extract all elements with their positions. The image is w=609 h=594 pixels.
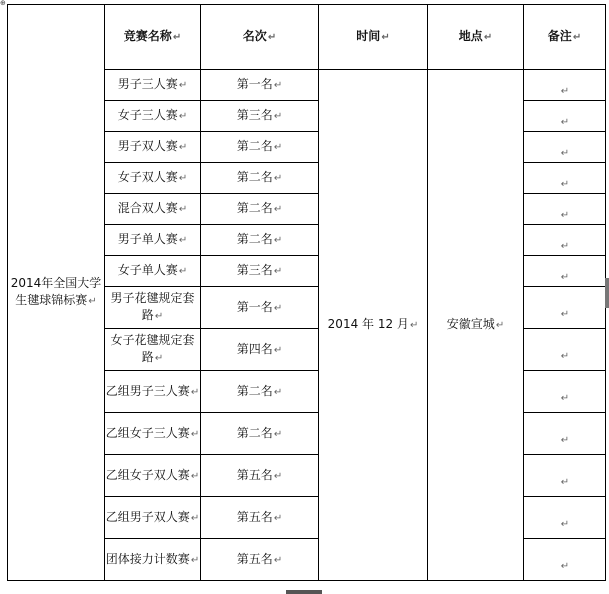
return-mark-icon: ↵ — [560, 308, 570, 320]
note-cell[interactable] — [524, 329, 606, 371]
rank-cell — [201, 70, 319, 101]
event-name: 女子双人赛 — [117, 170, 178, 184]
vertical-scrollbar[interactable] — [605, 70, 609, 320]
rank-cell — [201, 413, 319, 455]
event-name: 乙组男子双人赛 — [105, 509, 190, 524]
return-mark-icon: ↵ — [273, 235, 283, 246]
rank-value: 第二名 — [236, 201, 273, 215]
event-name-cell — [105, 194, 201, 225]
event-name-cell — [105, 329, 201, 371]
rank-value: 第二名 — [236, 232, 273, 246]
header-event: 竞赛名称↵ — [105, 5, 201, 70]
event-name: 乙组女子双人赛 — [105, 467, 190, 482]
event-name: 女子三人赛 — [117, 108, 178, 122]
event-name-cell — [105, 163, 201, 194]
note-cell[interactable] — [524, 497, 606, 539]
rank-value: 第三名 — [236, 108, 273, 122]
rank-value: 第五名 — [236, 467, 273, 482]
note-cell[interactable] — [524, 455, 606, 497]
rank-value: 第三名 — [236, 263, 273, 277]
tournament-cell — [8, 5, 105, 581]
note-cell[interactable] — [524, 101, 606, 132]
header-time: 时间↵ — [319, 5, 428, 70]
header-note: 备注↵ — [524, 5, 606, 70]
return-mark-icon: ↵ — [560, 392, 570, 404]
rank-cell — [201, 101, 319, 132]
return-mark-icon: ↵ — [190, 428, 200, 440]
event-name: 乙组女子三人赛 — [105, 425, 190, 440]
note-cell[interactable] — [524, 163, 606, 194]
event-name-cell — [105, 132, 201, 163]
rank-cell — [201, 256, 319, 287]
return-mark-icon: ↵ — [560, 86, 570, 97]
return-mark-icon: ↵ — [273, 554, 283, 566]
rank-value: 第二名 — [236, 170, 273, 184]
note-cell[interactable] — [524, 256, 606, 287]
return-mark-icon: ↵ — [409, 320, 419, 331]
rank-value: 第一名 — [236, 299, 273, 314]
rank-value: 第四名 — [236, 341, 273, 356]
return-mark-icon: ↵ — [190, 512, 200, 524]
return-mark-icon: ↵ — [560, 350, 570, 362]
event-name-cell — [105, 287, 201, 329]
return-mark-icon: ↵ — [190, 470, 200, 482]
return-mark-icon: ↵ — [495, 320, 505, 331]
return-mark-icon: ↵ — [273, 302, 283, 314]
rank-value: 第五名 — [236, 509, 273, 524]
event-name: 团体接力计数赛 — [105, 551, 190, 566]
note-cell[interactable] — [524, 287, 606, 329]
return-mark-icon: ↵ — [267, 32, 277, 43]
event-name: 乙组男子三人赛 — [105, 383, 190, 398]
return-mark-icon: ↵ — [178, 204, 188, 215]
event-name: 男子花毽规定套路 — [110, 291, 195, 322]
header-row — [8, 5, 606, 70]
note-cell[interactable] — [524, 539, 606, 581]
return-mark-icon: ↵ — [483, 32, 493, 43]
table-move-handle-icon[interactable]: ⊕ — [0, 0, 6, 7]
event-name-cell — [105, 225, 201, 256]
rank-cell — [201, 163, 319, 194]
event-name-cell — [105, 371, 201, 413]
note-cell[interactable] — [524, 132, 606, 163]
awards-table — [7, 4, 606, 581]
return-mark-icon: ↵ — [273, 344, 283, 356]
return-mark-icon: ↵ — [560, 518, 570, 530]
note-cell[interactable] — [524, 70, 606, 101]
event-name-cell — [105, 101, 201, 132]
rank-cell — [201, 132, 319, 163]
return-mark-icon: ↵ — [273, 80, 283, 91]
return-mark-icon: ↵ — [560, 179, 570, 190]
rank-value: 第二名 — [236, 383, 273, 398]
return-mark-icon: ↵ — [381, 32, 390, 43]
return-mark-icon: ↵ — [273, 386, 283, 398]
return-mark-icon: ↵ — [154, 353, 164, 364]
page-edge-marker — [286, 590, 322, 594]
return-mark-icon: ↵ — [273, 428, 283, 440]
place-value: 安徽宣城 — [446, 317, 495, 331]
return-mark-icon: ↵ — [560, 272, 570, 283]
rank-cell — [201, 539, 319, 581]
time-value: 2014 年 12 月 — [327, 317, 409, 331]
return-mark-icon: ↵ — [560, 148, 570, 159]
event-name: 女子花毽规定套路 — [110, 333, 195, 364]
return-mark-icon: ↵ — [190, 386, 200, 398]
return-mark-icon: ↵ — [154, 311, 164, 322]
rank-cell — [201, 455, 319, 497]
event-name: 女子单人赛 — [117, 263, 178, 277]
return-mark-icon: ↵ — [273, 204, 283, 215]
event-name: 男子双人赛 — [117, 139, 178, 153]
return-mark-icon: ↵ — [178, 142, 188, 153]
return-mark-icon: ↵ — [178, 111, 188, 122]
return-mark-icon: ↵ — [273, 111, 283, 122]
return-mark-icon: ↵ — [560, 476, 570, 488]
return-mark-icon: ↵ — [560, 560, 570, 572]
note-cell[interactable] — [524, 371, 606, 413]
event-name-cell — [105, 539, 201, 581]
return-mark-icon: ↵ — [273, 512, 283, 524]
return-mark-icon: ↵ — [178, 80, 188, 91]
event-name-cell — [105, 497, 201, 539]
rank-cell — [201, 329, 319, 371]
event-name: 男子单人赛 — [117, 232, 178, 246]
rank-value: 第二名 — [236, 425, 273, 440]
return-mark-icon: ↵ — [190, 554, 200, 566]
return-mark-icon: ↵ — [273, 470, 283, 482]
scrollbar-thumb[interactable] — [605, 278, 609, 308]
return-mark-icon: ↵ — [560, 117, 570, 128]
header-rank: 名次↵ — [201, 5, 319, 70]
return-mark-icon: ↵ — [178, 173, 188, 184]
return-mark-icon: ↵ — [572, 32, 582, 43]
return-mark-icon: ↵ — [88, 296, 97, 307]
event-name-cell — [105, 70, 201, 101]
rank-cell — [201, 497, 319, 539]
tournament-name: 2014年全国大学生毽球锦标赛 — [10, 276, 102, 307]
return-mark-icon: ↵ — [273, 266, 283, 277]
return-mark-icon: ↵ — [273, 173, 283, 184]
rank-value: 第二名 — [236, 139, 273, 153]
note-cell[interactable] — [524, 225, 606, 256]
header-place: 地点↵ — [428, 5, 524, 70]
return-mark-icon: ↵ — [178, 266, 188, 277]
return-mark-icon: ↵ — [560, 210, 570, 221]
event-name-cell — [105, 256, 201, 287]
rank-value: 第五名 — [236, 551, 273, 566]
return-mark-icon: ↵ — [560, 241, 570, 252]
event-name: 混合双人赛 — [117, 201, 178, 215]
return-mark-icon: ↵ — [178, 235, 188, 246]
event-name-cell — [105, 455, 201, 497]
event-name: 男子三人赛 — [117, 77, 178, 91]
rank-cell — [201, 287, 319, 329]
return-mark-icon: ↵ — [172, 32, 182, 43]
rank-cell — [201, 371, 319, 413]
note-cell[interactable] — [524, 194, 606, 225]
place-cell — [428, 70, 524, 581]
event-name-cell — [105, 413, 201, 455]
return-mark-icon: ↵ — [273, 142, 283, 153]
rank-cell — [201, 194, 319, 225]
rank-cell — [201, 225, 319, 256]
note-cell[interactable] — [524, 413, 606, 455]
rank-value: 第一名 — [236, 77, 273, 91]
time-cell — [319, 70, 428, 581]
return-mark-icon: ↵ — [560, 434, 570, 446]
